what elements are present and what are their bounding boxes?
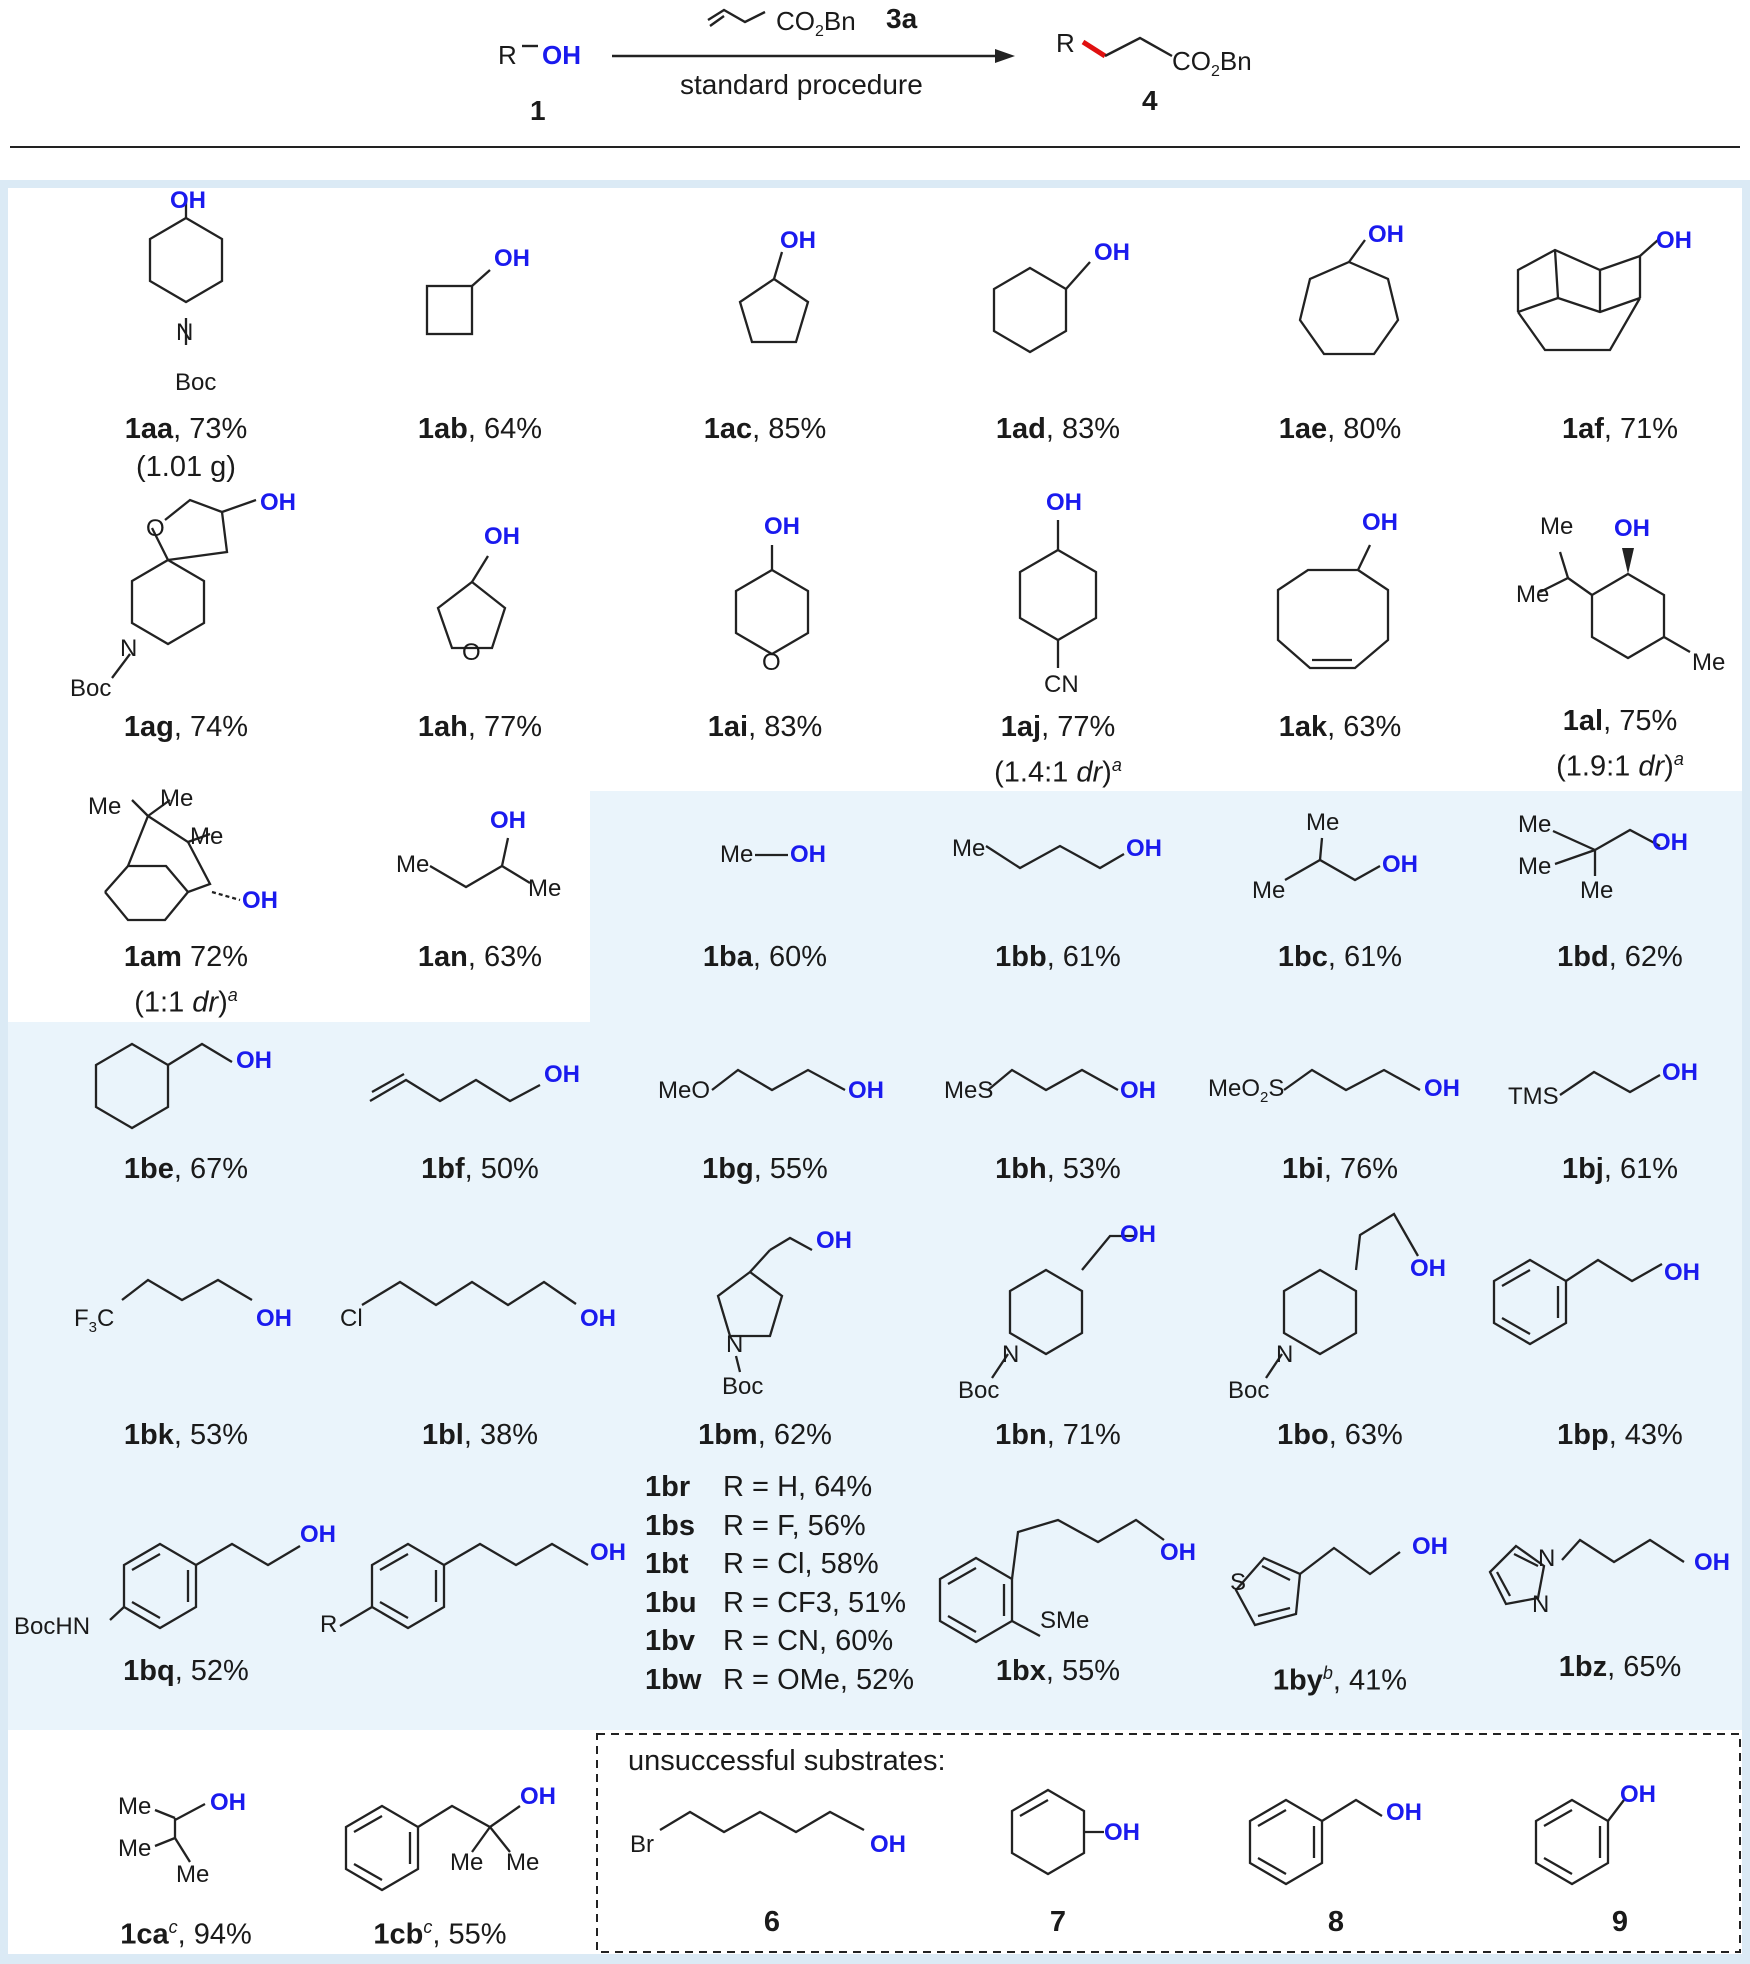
compound-note-1al: (1.9:1 dr)$^a$ xyxy=(1556,749,1684,783)
oh-label: OH xyxy=(1120,1077,1156,1104)
compound-label-1aa: 1aa, 73% xyxy=(124,413,248,445)
unsuccessful-label-6: 6 xyxy=(763,1906,781,1938)
compound-label-1ai: 1ai, 83% xyxy=(707,711,823,743)
product-formula: $CO_2Bn$ xyxy=(1172,46,1252,81)
conditions-label: standard procedure xyxy=(680,69,923,100)
oh-label: OH xyxy=(580,1305,616,1332)
oh-label: OH xyxy=(544,1061,580,1088)
me-label: Me xyxy=(506,1849,540,1876)
reagent-formula: $CO_2Bn$ xyxy=(776,6,856,41)
reagent-label: 3a xyxy=(886,3,918,34)
product-r-label: R xyxy=(1056,28,1075,58)
oh-label: OH xyxy=(1094,239,1130,266)
r-series-item-1bv: 1bv R = CN, 60% xyxy=(645,1625,894,1657)
oh-label: OH xyxy=(790,841,826,868)
compound-note-1aj: (1.4:1 dr)$^a$ xyxy=(994,755,1122,789)
me-label: Me xyxy=(720,841,754,868)
bochn-label: BocHN xyxy=(14,1613,91,1640)
compound-label-1bj: 1bj, 61% xyxy=(1561,1153,1679,1185)
oh-label: OH xyxy=(1382,851,1418,878)
me-label: Me xyxy=(1518,853,1552,880)
oh-label: OH xyxy=(242,887,278,914)
r-label: R xyxy=(498,40,517,70)
compound-label-1aj: 1aj, 77% xyxy=(1000,711,1116,743)
oh-label: OH xyxy=(1410,1255,1446,1282)
me-label: Me xyxy=(1518,811,1552,838)
compound-label-1bo: 1bo, 63% xyxy=(1277,1419,1403,1451)
me-label: Me xyxy=(396,851,430,878)
n-label: N xyxy=(1002,1341,1020,1368)
oh-label: OH xyxy=(1652,829,1688,856)
compound-label-1bf: 1bf, 50% xyxy=(421,1153,539,1185)
unsuccessful-label-8: 8 xyxy=(1327,1906,1345,1938)
oh-label: OH xyxy=(1662,1059,1698,1086)
compound-label-1ab: 1ab, 64% xyxy=(417,413,543,445)
compound-label-1bk: 1bk, 53% xyxy=(123,1419,249,1451)
meo-label: MeO xyxy=(658,1077,711,1104)
unsuccessful-title: unsuccessful substrates: xyxy=(628,1745,946,1777)
oh-label: OH xyxy=(764,513,800,540)
boc-label: Boc xyxy=(1228,1377,1270,1404)
o-label: O xyxy=(762,649,781,676)
me-label: Me xyxy=(450,1849,484,1876)
r-series-item-1bu: 1bu R = CF3, 51% xyxy=(645,1586,907,1619)
me-label: Me xyxy=(528,875,562,902)
oh-label: OH xyxy=(490,807,526,834)
oh-label: OH xyxy=(1362,509,1398,536)
compound-label-1al: 1al, 75% xyxy=(1562,705,1678,737)
n-label: N xyxy=(1538,1545,1556,1572)
meo2s-label: MeO$_2$S xyxy=(1208,1075,1285,1106)
compound-label-1bq: 1bq, 52% xyxy=(123,1655,249,1687)
me-label: Me xyxy=(1306,809,1340,836)
compound-label-1bm: 1bm, 62% xyxy=(698,1419,832,1451)
oh-label: OH xyxy=(520,1783,556,1810)
compound-label-1bd: 1bd, 62% xyxy=(1557,941,1683,973)
compound-label-1bc: 1bc, 61% xyxy=(1277,941,1403,973)
n-label: N xyxy=(1276,1341,1294,1368)
oh-label: OH xyxy=(1614,515,1650,542)
oh-label: OH xyxy=(542,40,581,70)
n-label: N xyxy=(1532,1591,1550,1618)
o-label: O xyxy=(146,515,165,542)
oh-label: OH xyxy=(170,187,206,214)
unsuccessful-label-7: 7 xyxy=(1049,1906,1067,1938)
compound-label-1ba: 1ba, 60% xyxy=(702,941,828,973)
compound-label-1ac: 1ac, 85% xyxy=(703,413,827,445)
compound-note-1am: (1:1 dr)$^a$ xyxy=(134,985,238,1019)
compound-label-1ae: 1ae, 80% xyxy=(1278,413,1402,445)
n-label: N xyxy=(726,1331,744,1358)
compound-label-1bi: 1bi, 76% xyxy=(1281,1153,1399,1185)
compound-label-1bg: 1bg, 55% xyxy=(702,1153,828,1185)
me-label: Me xyxy=(176,1861,210,1888)
oh-label: OH xyxy=(300,1521,336,1548)
oh-label: OH xyxy=(590,1539,626,1566)
oh-label: OH xyxy=(494,245,530,272)
me-label: Me xyxy=(1580,877,1614,904)
oh-label: OH xyxy=(780,227,816,254)
boc-label: Boc xyxy=(722,1373,764,1400)
oh-label: OH xyxy=(1694,1549,1730,1576)
me-label: Me xyxy=(1252,877,1286,904)
oh-label: OH xyxy=(236,1047,272,1074)
o-label: O xyxy=(462,639,481,666)
compound-label-1bh: 1bh, 53% xyxy=(995,1153,1121,1185)
compound-label-1an: 1an, 63% xyxy=(417,941,543,973)
br-label: Br xyxy=(630,1831,654,1858)
oh-label: OH xyxy=(1424,1075,1460,1102)
mes-label: MeS xyxy=(944,1077,994,1104)
unsuccessful-label-9: 9 xyxy=(1611,1906,1629,1938)
compound-label-1bx: 1bx, 55% xyxy=(995,1655,1121,1687)
oh-label: OH xyxy=(256,1305,292,1332)
compound-label-1ag: 1ag, 74% xyxy=(123,711,249,743)
me-label: Me xyxy=(1540,513,1574,540)
f3c-label: $F_3C$ xyxy=(74,1305,115,1336)
oh-label: OH xyxy=(1664,1259,1700,1286)
compound-label-1am: 1am 72% xyxy=(123,941,249,973)
oh-label: OH xyxy=(1120,1221,1156,1248)
compound-label-1bl: 1bl, 38% xyxy=(421,1419,539,1451)
oh-label: OH xyxy=(260,489,296,516)
me-label: Me xyxy=(1516,581,1550,608)
compound-label-1ak: 1ak, 63% xyxy=(1278,711,1402,743)
s-label: S xyxy=(1230,1569,1247,1596)
n-label: N xyxy=(120,635,138,662)
oh-label: OH xyxy=(1160,1539,1196,1566)
compound-label-1bp: 1bp, 43% xyxy=(1557,1419,1683,1451)
boc-label: Boc xyxy=(175,369,217,396)
oh-label: OH xyxy=(848,1077,884,1104)
compound-label-1by: $1by^b$, 41% xyxy=(1272,1663,1408,1697)
tms-label: TMS xyxy=(1508,1083,1559,1110)
reactant-label: 1 xyxy=(530,95,546,126)
r-series-list xyxy=(645,1468,914,1699)
compound-label-1ad: 1ad, 83% xyxy=(995,413,1121,445)
compound-label-1bn: 1bn, 71% xyxy=(995,1419,1121,1451)
compound-label-1ca: $1ca^c$, 94% xyxy=(120,1917,252,1951)
me-label: Me xyxy=(160,785,194,812)
compound-label-1be: 1be, 67% xyxy=(123,1153,249,1185)
compound-label-1bb: 1bb, 61% xyxy=(995,941,1121,973)
oh-label: OH xyxy=(1620,1781,1656,1808)
oh-label: OH xyxy=(1368,221,1404,248)
r-series-item-1bw: 1bw R = OMe, 52% xyxy=(645,1663,915,1696)
r-series-item-1br: 1br R = H, 64% xyxy=(645,1471,873,1503)
oh-label: OH xyxy=(484,523,520,550)
cn-label: CN xyxy=(1044,671,1079,698)
me-label: Me xyxy=(1692,649,1726,676)
me-label: Me xyxy=(118,1793,152,1820)
me-label: Me xyxy=(118,1835,152,1862)
r-series-item-1bt: 1bt R = Cl, 58% xyxy=(645,1548,879,1580)
oh-label: OH xyxy=(1412,1533,1448,1560)
oh-label: OH xyxy=(1386,1799,1422,1826)
compound-note-1aa: (1.01 g) xyxy=(136,451,236,483)
oh-label: OH xyxy=(1656,227,1692,254)
oh-label: OH xyxy=(870,1831,906,1858)
compound-label-1cb: $1cb^c$, 55% xyxy=(373,1917,507,1951)
r-label: R xyxy=(320,1611,338,1638)
me-label: Me xyxy=(190,823,224,850)
oh-label: OH xyxy=(1126,835,1162,862)
n-label: N xyxy=(176,319,194,346)
sme-label: SMe xyxy=(1040,1607,1090,1634)
cl-label: Cl xyxy=(340,1305,363,1332)
me-label: Me xyxy=(952,835,986,862)
r-series-item-1bs: 1bs R = F, 56% xyxy=(645,1509,866,1542)
oh-label: OH xyxy=(1046,489,1082,516)
oh-label: OH xyxy=(1104,1819,1140,1846)
me-label: Me xyxy=(88,793,122,820)
boc-label: Boc xyxy=(70,675,112,702)
oh-label: OH xyxy=(210,1789,246,1816)
oh-label: OH xyxy=(816,1227,852,1254)
compound-label-1ah: 1ah, 77% xyxy=(417,711,543,743)
compound-label-1af: 1af, 71% xyxy=(1561,413,1679,445)
product-label: 4 xyxy=(1142,85,1158,116)
compound-label-1bz: 1bz, 65% xyxy=(1558,1651,1682,1683)
boc-label: Boc xyxy=(958,1377,1000,1404)
